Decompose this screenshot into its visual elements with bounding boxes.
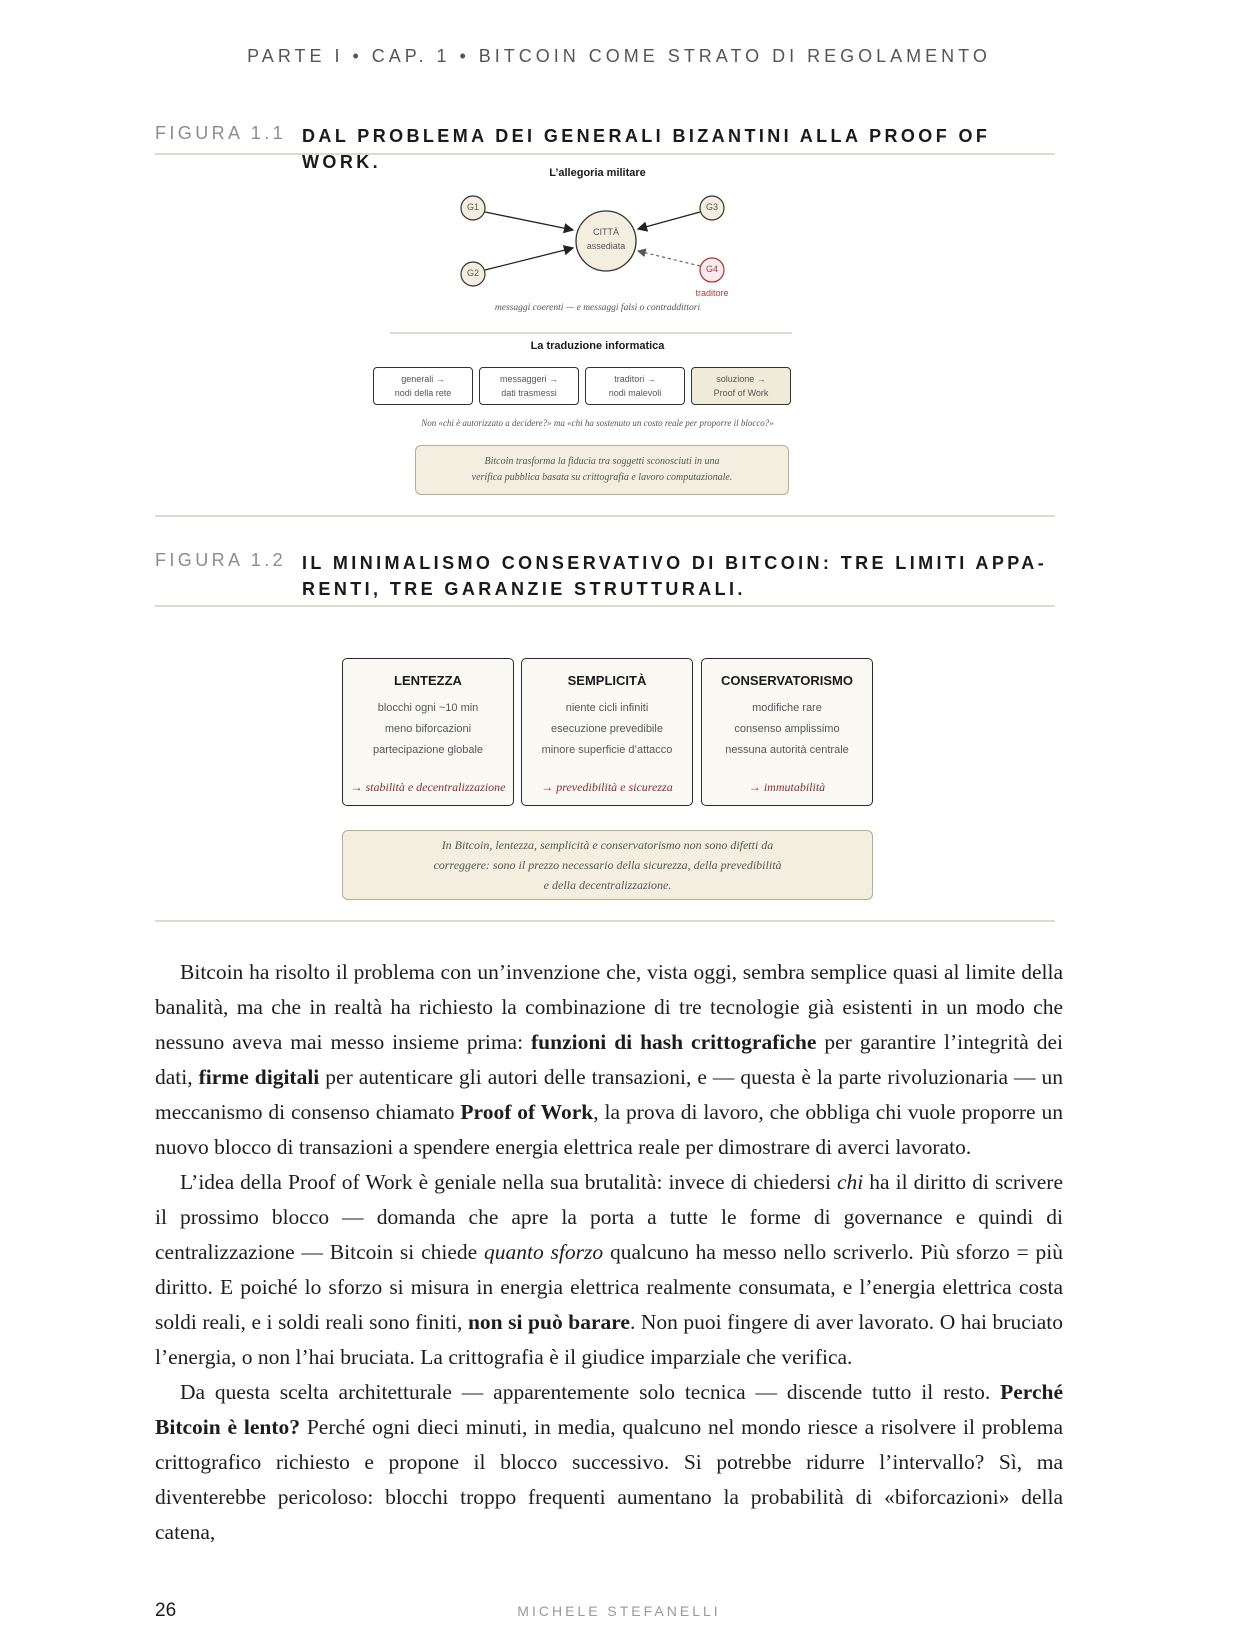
arrow-g3 [638,212,700,229]
question-caption: Non «chi è autorizzato a decidere?» ma «chi ha sostenuto un costo reale per proporre il blocco?» [421,418,774,428]
text-run: Perché ogni dieci minuti, in media, qualcuno nel mondo riesce a risolvere il problema crittografico richiesto e propone il blocco successivo. Si potrebbe ridurre l’intervallo? Sì, ma diventerebbe pericoloso: blocchi troppo frequenti aumentano la probabilità di «biforcazioni» della catena, [155,1415,1063,1544]
divider [155,605,1055,607]
card-item: niente cicli infiniti [565,702,649,714]
bold-term: funzioni di hash crittografiche [531,1030,817,1054]
figure-title: DAL PROBLEMA DEI GENERALI BIZANTINI ALLA PROOF OF WORK. [302,126,991,172]
card-title: LENTEZZA [394,673,462,688]
page-number: 26 [155,1600,177,1621]
box-line: dati trasmessi [501,388,557,398]
card-item: consenso amplissimo [734,723,840,735]
note-line: Bitcoin trasforma la fiducia tra soggetti sconosciuti in una [484,456,720,467]
box-line: nodi della rete [394,388,452,398]
note-line: correggere: sono il prezzo necessario della sicurezza, della prevedibilità [433,858,782,872]
card-semplicita [521,658,693,806]
text-run: . Non puoi fingere di aver lavorato. O hai bruciato l’energia, o non l’hai bruciata. La crittografia è il giudice imparziale che verifica. [155,1310,1063,1369]
card-item: blocchi ogni ~10 min [377,702,479,714]
card-item: partecipazione globale [372,744,484,756]
translation-box [479,367,579,405]
card-result: → stabilità e decentralizzazione [350,780,506,794]
card-items [522,698,692,761]
traitor-label: traditore [695,288,729,298]
box-line: Proof of Work [713,388,769,398]
divider [155,153,1055,155]
card-result: → prevedibilità e sicurezza [541,780,673,794]
solution-box [691,367,791,405]
card-result: → immutabilità [748,780,826,794]
conclusion-note [342,830,873,900]
text-run: L’idea della Proof of Work è geniale nella sua brutalità: invece di chiedersi [180,1170,837,1194]
card-title: CONSERVATORISMO [721,673,853,688]
note-line: verifica pubblica basata su crittografia e lavoro computazionale. [471,472,733,483]
g2-label: G2 [466,268,479,278]
figure-number: FIGURA 1.1 [155,123,287,143]
paragraph [155,955,1063,1165]
bold-term: Perché Bitcoin è lento? [155,1380,1063,1439]
translation-box [373,367,473,405]
bold-term: Proof of Work [460,1100,594,1124]
card-title: SEMPLICITÀ [567,673,647,688]
text-run: per garantire l’integrità dei dati, [155,1030,1064,1089]
city-label: CITTÀ [593,227,619,237]
arrow-g4 [638,251,700,266]
text-run: Da questa scelta architetturale — apparentemente solo tecnica — discende tutto il resto. [180,1380,1001,1404]
card-item: meno biforcazioni [384,723,472,735]
allegory-heading: L’allegoria militare [549,167,646,179]
paragraph [155,1165,1063,1375]
text-run: per autenticare gli autori delle transazioni, e — questa è la parte rivoluzionaria — un meccanismo di consenso chiamato [155,1065,1063,1124]
messages-caption: messaggi coerenti — e messaggi falsi o contraddittori [494,303,701,313]
card-lentezza [342,658,514,806]
card-items [702,698,872,761]
arrow-g2 [485,248,573,270]
g4-label: G4 [705,264,718,274]
card-item: esecuzione prevedibile [551,723,663,735]
city-sublabel: assediata [586,241,626,251]
running-head: PARTE I • CAP. 1 • BITCOIN COME STRATO DI REGOLAMENTO [247,46,991,66]
italic-term: quanto sforzo [484,1240,604,1264]
box-line: nodi malevoli [608,388,662,398]
figure-title [302,550,1047,602]
summary-note [415,445,789,495]
divider [155,920,1055,922]
card-item: modifiche rare [752,702,822,714]
paragraph [155,1375,1063,1550]
body-text [155,955,1063,1550]
box-line: messaggeri → [499,374,559,384]
italic-term: chi [836,1170,864,1194]
translation-heading: La traduzione informatica [530,340,665,352]
g3-label: G3 [705,202,718,212]
card-item: minore superficie d’attacco [541,744,673,756]
text-run: ha il diritto di scrivere il prossimo blocco — domanda che apre la porta a tutte le forme di governance e quindi di centralizzazione — Bitcoin si chiede [155,1170,1063,1264]
title-line: IL MINIMALISMO CONSERVATIVO DI BITCOIN: TRE LIMITI APPA- [302,553,1048,573]
note-line: e della decentralizzazione. [543,878,672,892]
footer-author: MICHELE STEFANELLI [517,1603,721,1619]
translation-box [585,367,685,405]
bold-term: firme digitali [198,1065,320,1089]
figure-diagram [390,165,850,505]
card-items [343,698,513,761]
text-run: , la prova di lavoro, che obbliga chi vuole proporre un nuovo blocco di transazioni a spendere energia elettrica reale per dimostrare di averci lavorato. [155,1100,1063,1159]
arrow-g1 [485,212,573,230]
divider [155,515,1055,517]
text-run: qualcuno ha messo nello scriverlo. Più sforzo = più diritto. E poiché lo sforzo si misura in energia elettrica realmente consumata, e l’energia elettrica costa soldi reali, e i soldi reali sono finiti, [155,1240,1063,1334]
box-line: generali → [401,374,445,384]
card-conservatorismo [701,658,873,806]
figure-number: FIGURA 1.2 [155,550,287,570]
figure-caption [155,550,1055,602]
box-line: traditori → [614,374,656,384]
text-run: Bitcoin ha risolto il problema con un’invenzione che, vista oggi, sembra semplice quasi al limite della banalità, ma che in realtà ha richiesto la combinazione di tre tecnologie già esistenti in un modo che nessuno aveva mai messo insieme prima: [155,960,1063,1054]
card-item: nessuna autorità centrale [725,744,849,756]
note-line: In Bitcoin, lentezza, semplicità e conservatorismo non sono difetti da [441,838,774,852]
box-line: soluzione → [716,374,766,384]
title-line: RENTI, TRE GARANZIE STRUTTURALI. [302,579,746,599]
g1-label: G1 [466,202,479,212]
bold-term: non si può barare [467,1310,630,1334]
